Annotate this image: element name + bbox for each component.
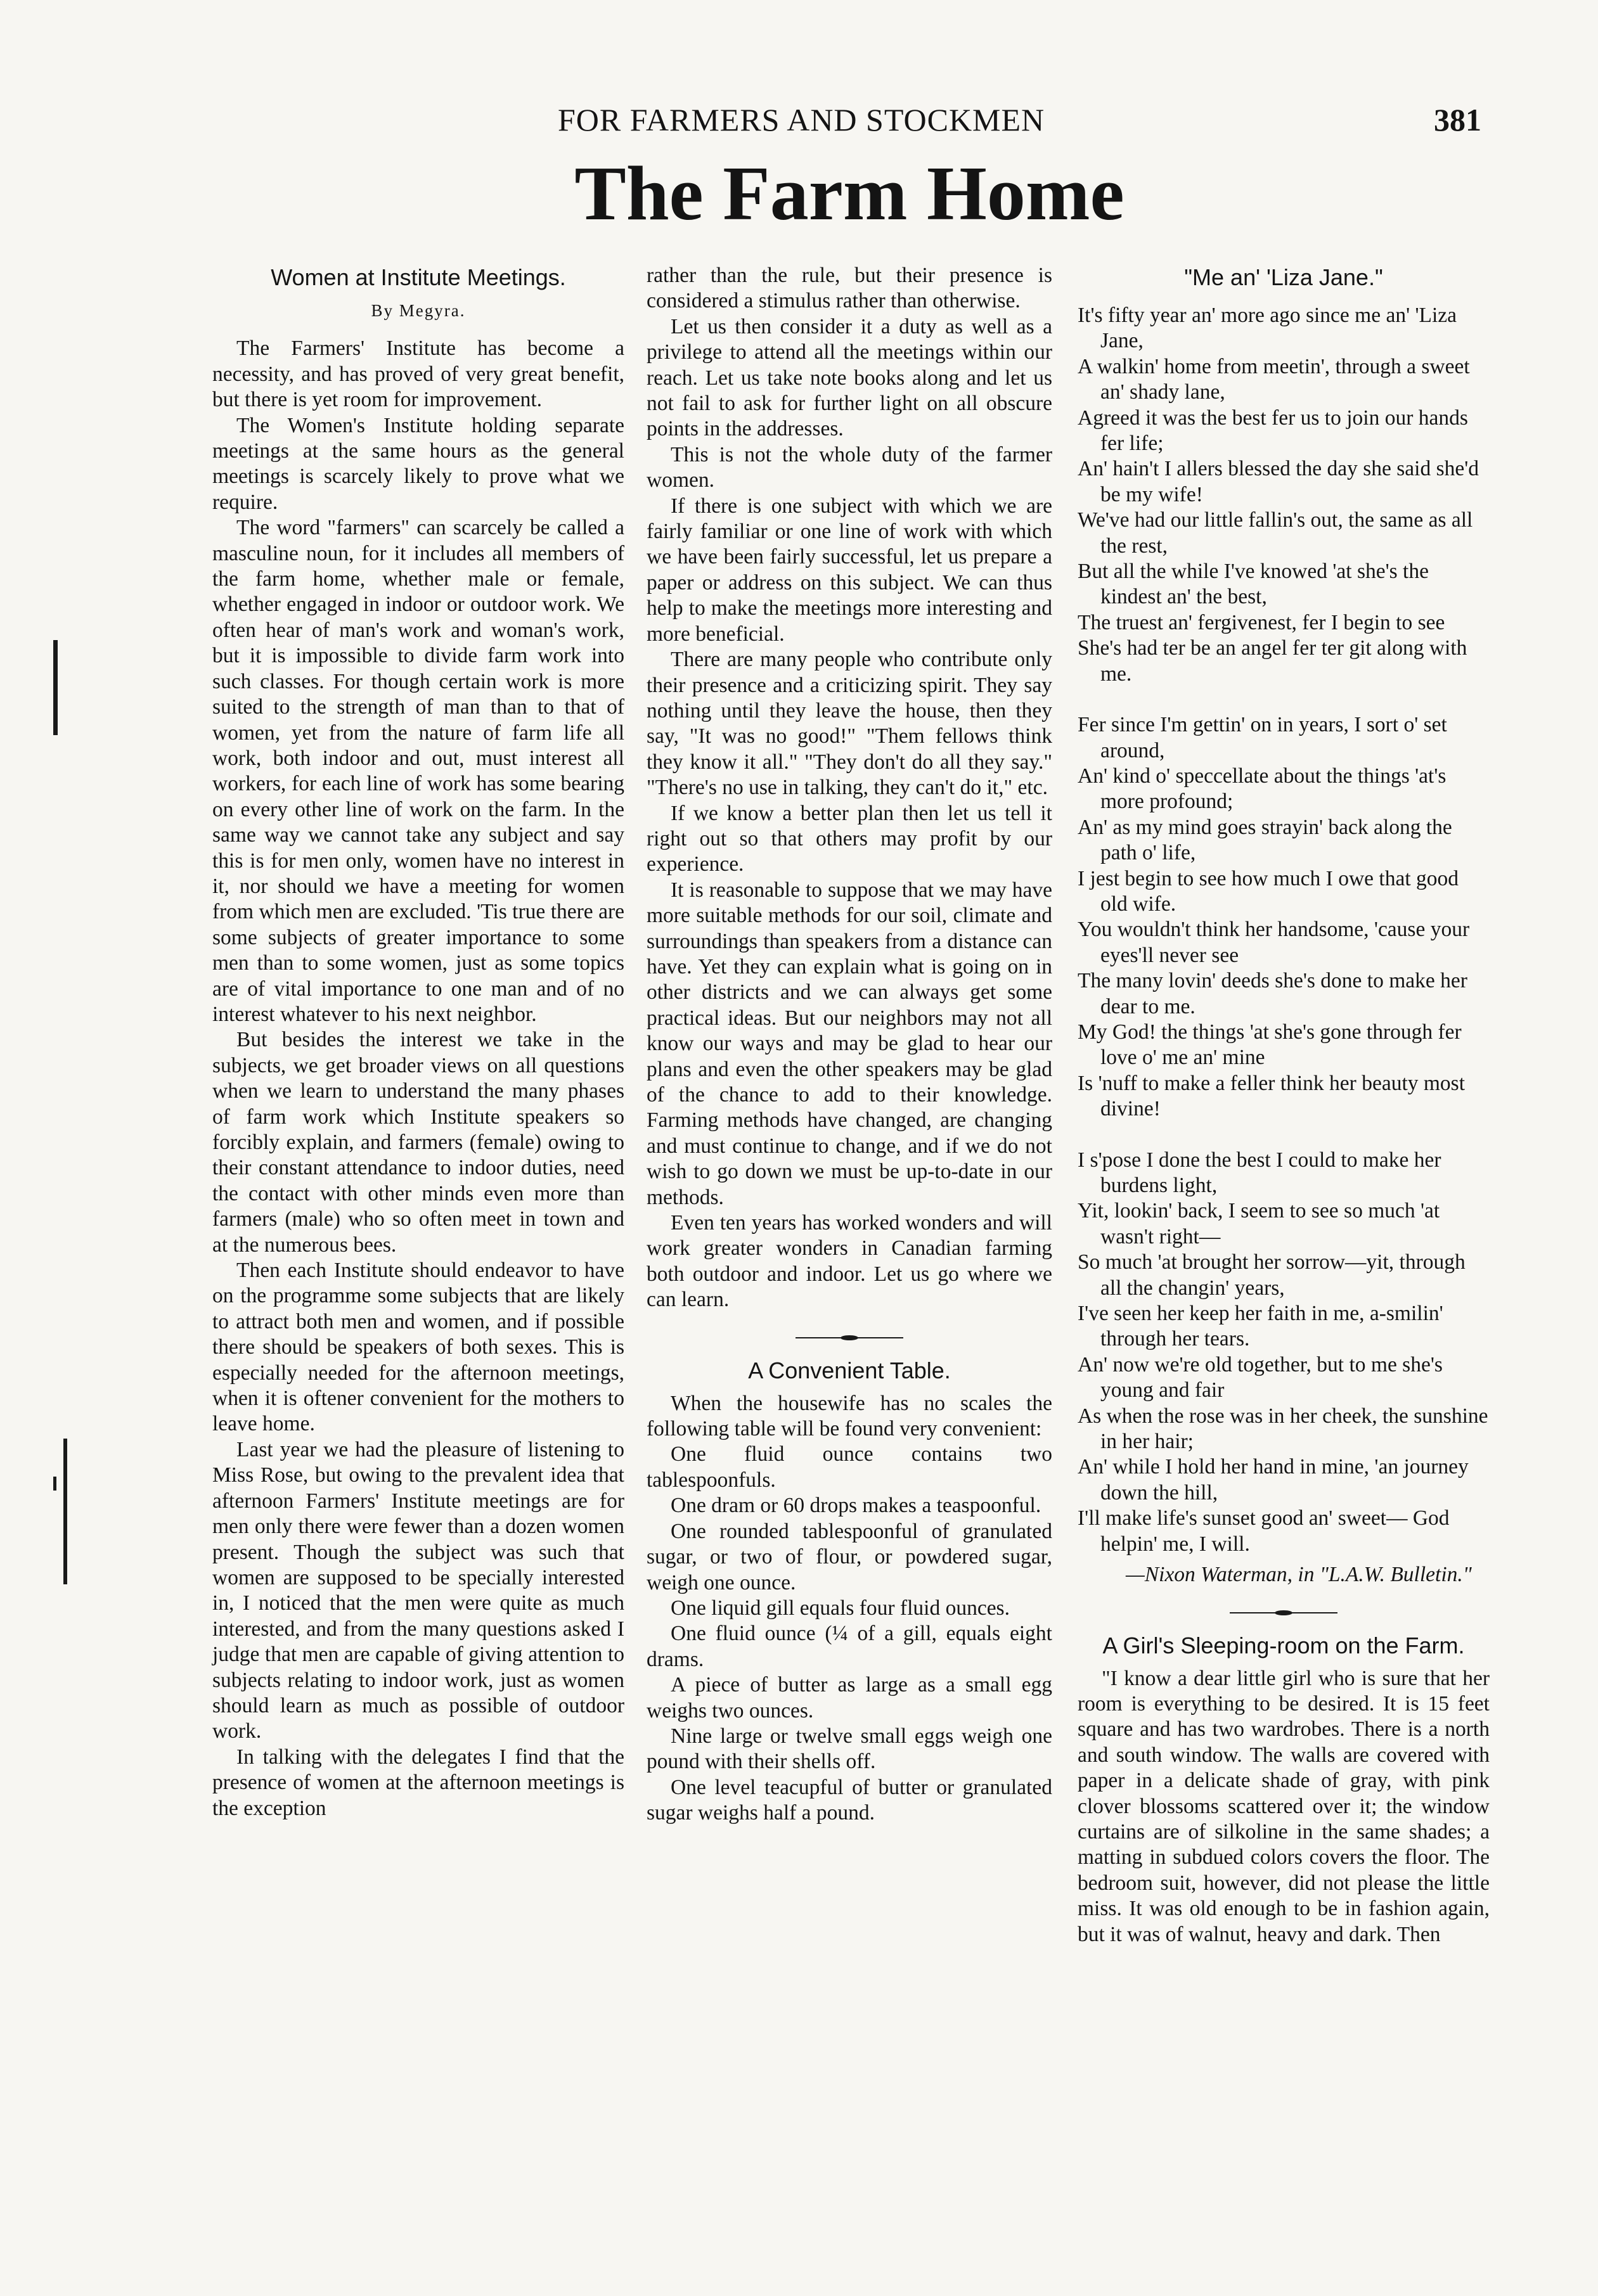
article-title-table: A Convenient Table.	[748, 1357, 951, 1383]
running-head: FOR FARMERS AND STOCKMEN	[558, 102, 1045, 138]
section-title: The Farm Home	[574, 151, 1124, 236]
poem-line: Is 'nuff to make a feller think her beauty most divine!	[1078, 1071, 1466, 1121]
poem-line: The many lovin' deeds she's done to make her dear to me.	[1078, 969, 1467, 1018]
poem-line: An' now we're old together, but to me she's young and fair	[1078, 1352, 1443, 1402]
poem-line: I jest begin to see how much I owe that good old wife.	[1078, 866, 1459, 916]
paragraph: One dram or 60 drops makes a teaspoonful.	[671, 1494, 1041, 1518]
poem-line: I've seen her keep her faith in me, a-smilin' through her tears.	[1078, 1302, 1443, 1351]
paragraph: Nine large or twelve small eggs weigh one pound with their shells off.	[647, 1724, 1052, 1774]
poem-line: An' while I hold her hand in mine, 'an journey down the hill,	[1078, 1455, 1469, 1504]
article-title-bedroom: A Girl's Sleeping-room on the Farm.	[1102, 1632, 1465, 1658]
paragraph: If we know a better plan then let us tell it right out so that others may profit by our experience.	[647, 801, 1052, 876]
poem-line: Yit, lookin' back, I seem to see so much 'at wasn't right—	[1078, 1199, 1440, 1248]
poem-line: I s'pose I done the best I could to make her burdens light,	[1078, 1148, 1441, 1197]
column-1	[212, 263, 624, 1821]
margin-mark	[53, 1477, 56, 1491]
paragraph: Last year we had the pleasure of listening to Miss Rose, but owing to the prevalent idea that afternoon Farmers' Institute meetings are for men only there were fewer than a dozen women present. Though the subject was such that women are supposed to be specially interested in, I noticed that the men were quite as much interested, and from the many questions asked I judge that men are capable of giving attention to subjects relating to indoor work, just as women should learn as much as possible of outdoor work.	[212, 1437, 624, 1743]
paragraph: rather than the rule, but their presence is considered a stimulus rather than otherwise.	[647, 264, 1052, 313]
poem-line: You wouldn't think her handsome, 'cause your eyes'll never see	[1078, 918, 1470, 967]
paragraph: This is not the whole duty of the farmer women.	[647, 442, 1052, 492]
paragraph: Let us then consider it a duty as well as a privilege to attend all the meetings within our reach. Let us take note books along and let us not fail to ask for further light on all obscure points in the addresses.	[647, 314, 1052, 441]
paragraph: One fluid ounce contains two tablespoonfuls.	[647, 1442, 1052, 1492]
paragraph: One rounded tablespoonful of granulated sugar, or two of flour, or powdered sugar, weigh one ounce.	[647, 1519, 1052, 1594]
poem-line: An' as my mind goes strayin' back along the path o' life,	[1078, 815, 1452, 865]
poem-stanza	[1078, 303, 1490, 687]
column-2	[647, 263, 1052, 1826]
poem-line: My God! the things 'at she's gone through fer love o' me an' mine	[1078, 1020, 1462, 1070]
poem-line: An' kind o' speccellate about the things 'at's more profound;	[1078, 764, 1447, 814]
paragraph: The Women's Institute holding separate meetings at the same hours as the general meetings is scarcely likely to prove what we require.	[212, 413, 624, 514]
poem-line: It's fifty year an' more ago since me an' 'Liza Jane,	[1078, 304, 1457, 353]
paragraph: Then each Institute should endeavor to have on the programme some subjects that are likely to attract both men and women, and if possible there should be speakers of both sexes. This is especially needed for the afternoon meetings, when it is oftener convenient for the mothers to leave home.	[212, 1259, 624, 1436]
page-number: 381	[1434, 102, 1481, 138]
poem-line: But all the while I've knowed 'at she's the kindest an' the best,	[1078, 560, 1429, 609]
paragraph: "I know a dear little girl who is sure that her room is everything to be desired. It is 15 feet square and has two wardrobes. There is a north and south window. The walls are covered with paper in a delicate shade of gray, with pink clover blossoms scattered over it; the window curtains are of silkoline in the same shades; a matting in subdued colors covers the floor. The bedroom suit, however, did not please the little miss. It was old enough to be in fashion again, but it was of walnut, heavy and dark. Then	[1078, 1666, 1490, 1946]
paragraph: A piece of butter as large as a small egg weighs two ounces.	[647, 1673, 1052, 1722]
paragraph: The Farmers' Institute has become a necessity, and has proved of very great benefit, but there is yet room for improvement.	[212, 337, 624, 412]
poem-line: Fer since I'm gettin' on in years, I sort o' set around,	[1078, 713, 1447, 762]
poem-stanza	[1078, 1148, 1490, 1558]
paragraph: When the housewife has no scales the following table will be found very convenient:	[647, 1391, 1052, 1441]
byline: By Megyra.	[371, 301, 466, 320]
paragraph: But besides the interest we take in the subjects, we get broader views on all questions when we learn to understand the many phases of farm work which Institute speakers so forcibly explain, and farmers (female) owing to their constant attendance to indoor duties, need the contact with other minds even more than farmers (male) who so often meet in town and at the numerous bees.	[212, 1028, 624, 1257]
section-divider	[796, 1335, 903, 1341]
margin-mark	[53, 640, 58, 735]
poem-line: The truest an' fergivenest, fer I begin to see	[1078, 610, 1445, 634]
paragraph: There are many people who contribute only their presence and a criticizing spirit. They say nothing until they leave the house, then they say, "It was no good!" "Them fellows think they know it all." "They don't do all they say." "There's no use in talking, they can't do it," etc.	[647, 648, 1052, 800]
paragraph: One level teacupful of butter or granulated sugar weighs half a pound.	[647, 1775, 1052, 1825]
poem-stanza	[1078, 712, 1490, 1122]
poem-line: An' hain't I allers blessed the day she said she'd be my wife!	[1078, 457, 1479, 506]
poem-line: So much 'at brought her sorrow—yit, through all the changin' years,	[1078, 1250, 1466, 1300]
paragraph: One fluid ounce (¼ of a gill, equals eight drams.	[647, 1622, 1052, 1671]
section-divider	[1230, 1610, 1337, 1616]
poem-line: I'll make life's sunset good an' sweet— God helpin' me, I will.	[1078, 1506, 1450, 1556]
column-3	[1078, 263, 1490, 1947]
paragraph: In talking with the delegates I find that the presence of women at the afternoon meetings is the exception	[212, 1745, 624, 1820]
poem-attribution: —Nixon Waterman, in "L.A.W. Bulletin."	[1126, 1563, 1472, 1587]
poem-line: We've had our little fallin's out, the same as all the rest,	[1078, 508, 1473, 558]
paragraph: Even ten years has worked wonders and will work greater wonders in Canadian farming both outdoor and indoor. Let us go where we can learn.	[647, 1211, 1052, 1312]
poem-line: Agreed it was the best fer us to join our hands fer life;	[1078, 406, 1468, 456]
margin-mark	[63, 1439, 67, 1584]
poem-line: As when the rose was in her cheek, the sunshine in her hair;	[1078, 1404, 1488, 1454]
paragraph: It is reasonable to suppose that we may have more suitable methods for our soil, climate and surroundings than speakers from a distance can have. Yet they can explain what is going on in other districts and we can always get some practical ideas. But our neighbors may not all know our ways and may be glad to hear our plans and even the other speakers may be glad of the chance to add to their knowledge. Farming methods have changed, are changing and must continue to change, and if we do not wish to go down we must be up-to-date in our methods.	[647, 878, 1052, 1209]
poem-title: "Me an' 'Liza Jane."	[1184, 264, 1383, 290]
article-title-institute: Women at Institute Meetings.	[271, 264, 566, 290]
poem-line: A walkin' home from meetin', through a sweet an' shady lane,	[1078, 354, 1470, 404]
poem	[1078, 303, 1490, 1588]
paragraph: One liquid gill equals four fluid ounces.	[671, 1596, 1010, 1620]
paragraph: If there is one subject with which we are fairly familiar or one line of work with which we have been fairly successful, let us prepare a paper or address on this subject. We can thus help to make the meetings more interesting and more beneficial.	[647, 494, 1052, 646]
paragraph: The word "farmers" can scarcely be called a masculine noun, for it includes all members of the farm home, whether male or female, whether engaged in indoor or outdoor work. We often hear of man's work and woman's work, but it is impossible to divide farm work into such classes. For though certain work is more suited to the strength of man than to that of women, yet from the nature of farm life all work, both indoor and out, must interest all workers, for each line of work has some bearing on every other line of work on the farm. In the same way we cannot take any subject and say this is for men only, women have no interest in it, nor should we have a meeting for women from which men are excluded. 'Tis true there are some subjects of greater importance to some men than to some women, just as some topics are of vital importance to one man and of no interest whatever to his next neighbor.	[212, 516, 624, 1026]
poem-line: She's had ter be an angel fer ter git along with me.	[1078, 636, 1467, 686]
